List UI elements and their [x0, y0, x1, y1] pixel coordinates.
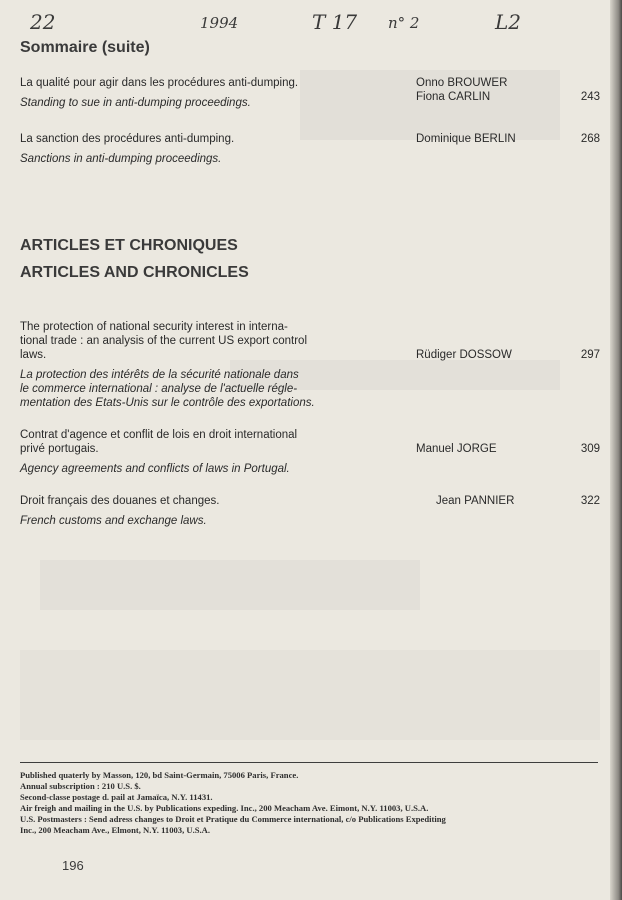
entry-page-number: 309	[580, 443, 600, 455]
footer-divider	[20, 762, 598, 763]
footer-line: Air freigh and mailing in the U.S. by Publications expeding. Inc., 200 Meacham Ave. Eimont, N.Y. 11003, U.S.A.	[20, 803, 429, 813]
footer-line: Inc., 200 Meacham Ave., Elmont, N.Y. 11003, U.S.A.	[20, 825, 211, 835]
entry-page-number: 297	[580, 349, 600, 361]
annotation-code: L2	[495, 10, 522, 34]
toc-entry	[20, 76, 600, 110]
entry-author-name: Onno BROUWER	[416, 77, 508, 89]
entry-author-name: Manuel JORGE	[416, 443, 497, 455]
entry-title-line: La protection des intérêts de la sécurité nationale dans	[20, 369, 299, 381]
annotation-volume: T 17	[312, 10, 358, 34]
entry-title-line: privé portugais.	[20, 443, 99, 455]
entry-title-line: Contrat d'agence et conflit de lois en droit international	[20, 429, 298, 441]
entry-page-number: 243	[580, 91, 600, 103]
entry-title-line: le commerce international : analyse de l'actuelle régle-	[20, 383, 298, 395]
toc-entry	[20, 320, 600, 410]
entry-title-fr	[20, 368, 390, 410]
entry-title-en: Sanctions in anti-dumping proceedings.	[20, 153, 222, 165]
entry-title-fr	[20, 428, 390, 456]
entry-title-en: French customs and exchange laws.	[20, 515, 207, 527]
entry-title-line: laws.	[20, 349, 47, 361]
annotation-issue: n° 2	[388, 14, 420, 32]
publication-footer	[20, 770, 600, 836]
bleed-through-block	[40, 560, 420, 610]
page-edge-shadow	[610, 0, 622, 900]
section-title-fr: ARTICLES ET CHRONIQUES	[20, 237, 238, 254]
entry-title-en	[20, 320, 390, 362]
entry-title-line: The protection of national security interest in interna-	[20, 321, 288, 333]
toc-entry	[20, 494, 600, 528]
page-title: Sommaire (suite)	[20, 39, 150, 56]
entry-author-name: Dominique BERLIN	[416, 133, 516, 145]
entry-author-name: Rüdiger DOSSOW	[416, 349, 512, 361]
toc-entry	[20, 428, 600, 476]
annotation-year: 1994	[200, 14, 239, 32]
entry-title-fr: La qualité pour agir dans les procédures anti-dumping.	[20, 77, 299, 89]
entry-title-line: tional trade : an analysis of the current US export control	[20, 335, 308, 347]
handwritten-annotations	[0, 10, 622, 36]
footer-line: Annual subscription : 210 U.S. $.	[20, 781, 141, 791]
toc-entry	[20, 132, 600, 166]
bleed-through-block	[20, 650, 600, 740]
entry-title-line: mentation des Etats-Unis sur le contrôle des exportations.	[20, 397, 315, 409]
entry-title-fr: La sanction des procédures anti-dumping.	[20, 133, 235, 145]
entry-title-en: Standing to sue in anti-dumping proceedings.	[20, 97, 251, 109]
footer-line: Second-classe postage d. pail at Jamaïca, N.Y. 11431.	[20, 792, 213, 802]
entry-author-name: Fiona CARLIN	[416, 91, 491, 103]
footer-line: Published quaterly by Masson, 120, bd Saint-Germain, 75006 Paris, France.	[20, 770, 299, 780]
section-title-en: ARTICLES AND CHRONICLES	[20, 264, 249, 281]
entry-title-fr: Droit français des douanes et changes.	[20, 495, 220, 507]
entry-page-number: 268	[580, 133, 600, 145]
entry-author-name: Jean PANNIER	[436, 495, 515, 507]
footer-line: U.S. Postmasters : Send adress changes to Droit et Pratique du Commerce international, c/o Publications Expediting	[20, 814, 446, 824]
page-number: 196	[62, 858, 84, 873]
entry-author	[416, 76, 536, 104]
entry-page-number: 322	[580, 495, 600, 507]
annotation-number: 22	[30, 10, 56, 34]
entry-title-en: Agency agreements and conflicts of laws in Portugal.	[20, 463, 290, 475]
